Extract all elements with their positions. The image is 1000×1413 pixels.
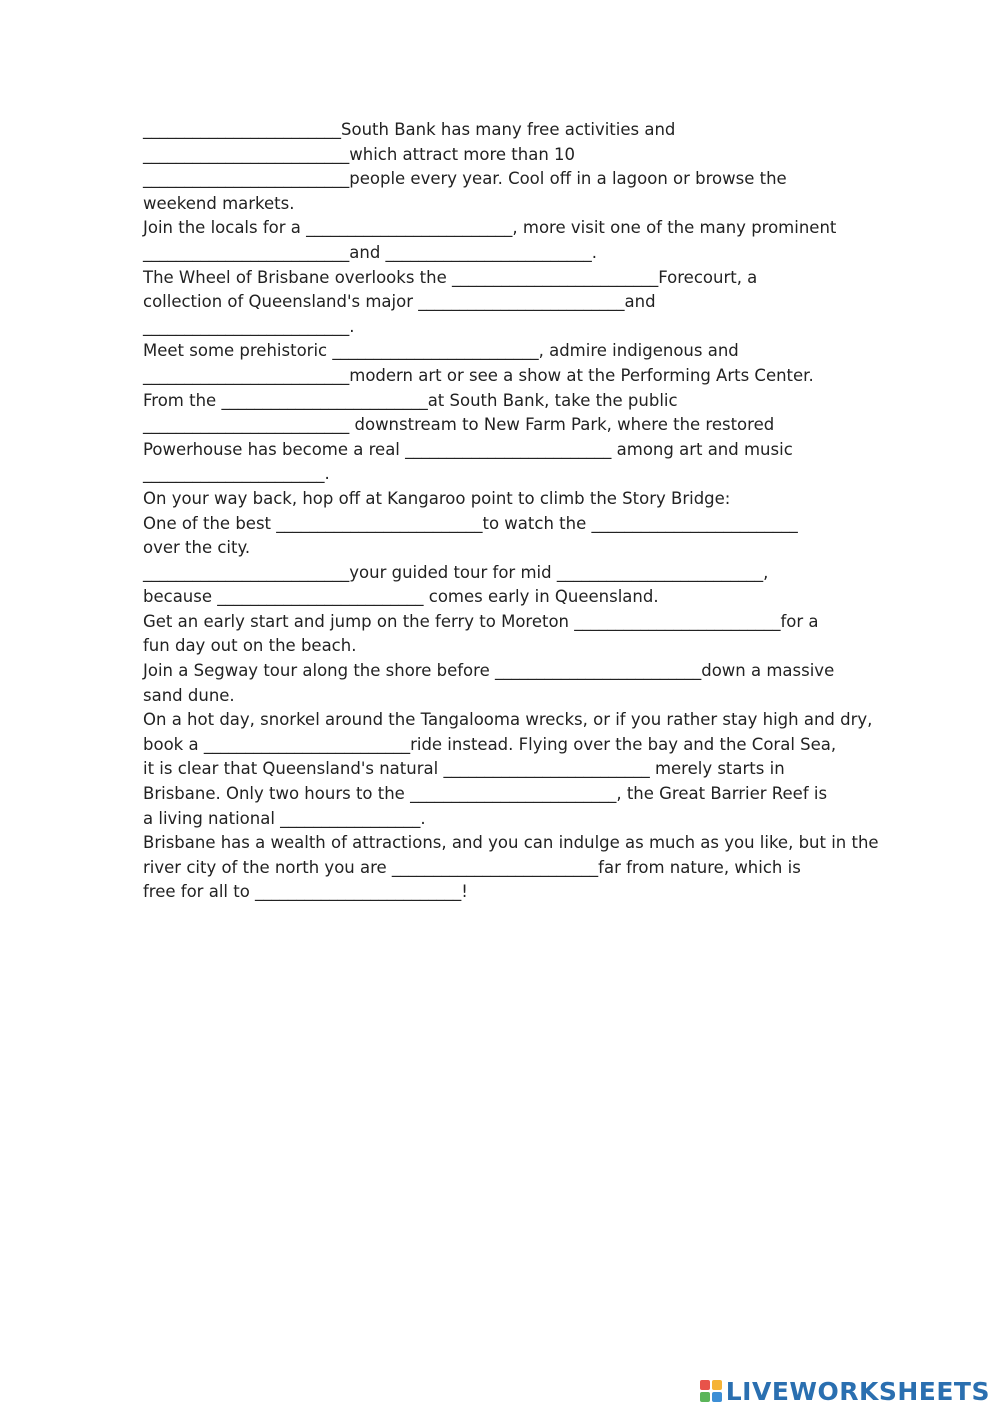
worksheet-line: river city of the north you are _________________________far from nature, which is bbox=[143, 857, 801, 877]
worksheet-line: Join the locals for a _________________________, more visit one of the many prominent bbox=[143, 218, 837, 238]
logo-square-4 bbox=[712, 1392, 722, 1402]
worksheet-line: a living national _________________. bbox=[143, 808, 426, 828]
worksheet-line: it is clear that Queensland's natural _________________________ merely starts in bbox=[143, 759, 785, 779]
logo-square-2 bbox=[712, 1380, 722, 1390]
worksheet-line: sand dune. bbox=[143, 685, 235, 705]
worksheet-line: collection of Queensland's major _________________________and bbox=[143, 292, 656, 312]
worksheet-line: Powerhouse has become a real _________________________ among art and music bbox=[143, 439, 793, 459]
worksheet-line: Brisbane has a wealth of attractions, and you can indulge as much as you like, but in the bbox=[143, 833, 879, 853]
worksheet-line: _________________________which attract more than 10 bbox=[143, 144, 576, 164]
worksheet-line: free for all to _________________________! bbox=[143, 882, 468, 902]
worksheet-line: _________________________ downstream to New Farm Park, where the restored bbox=[143, 415, 775, 435]
worksheet-line: From the _________________________at South Bank, take the public bbox=[143, 390, 678, 410]
worksheet-line: On a hot day, snorkel around the Tangalooma wrecks, or if you rather stay high and dry, bbox=[143, 710, 873, 730]
worksheet-line: Join a Segway tour along the shore before _________________________down a massive bbox=[143, 661, 835, 681]
worksheet-line: Brisbane. Only two hours to the _________________________, the Great Barrier Reef is bbox=[143, 784, 828, 804]
logo-square-1 bbox=[700, 1380, 710, 1390]
worksheet-line: Meet some prehistoric _________________________, admire indigenous and bbox=[143, 341, 739, 361]
worksheet-line: over the city. bbox=[143, 538, 251, 558]
worksheet-line: book a _________________________ride instead. Flying over the bay and the Coral Sea, bbox=[143, 734, 837, 754]
worksheet-line: fun day out on the beach. bbox=[143, 636, 357, 656]
worksheet-line: _________________________people every year. Cool off in a lagoon or browse the bbox=[143, 169, 787, 189]
worksheet-line: The Wheel of Brisbane overlooks the _________________________Forecourt, a bbox=[143, 267, 758, 287]
worksheet-line: ________________________South Bank has many free activities and bbox=[143, 120, 676, 139]
worksheet-line: _________________________and _________________________. bbox=[143, 242, 598, 262]
liveworksheets-logo bbox=[700, 1375, 990, 1407]
worksheet-line: because _________________________ comes early in Queensland. bbox=[143, 587, 659, 607]
worksheet-line: _________________________your guided tour for mid _________________________, bbox=[143, 562, 769, 582]
worksheet-line: Get an early start and jump on the ferry to Moreton _________________________for a bbox=[143, 611, 819, 631]
logo-text: LIVEWORKSHEETS bbox=[725, 1376, 990, 1406]
worksheet-line: weekend markets. bbox=[143, 193, 295, 213]
worksheet-line: On your way back, hop off at Kangaroo point to climb the Story Bridge: bbox=[143, 488, 731, 508]
worksheet-line: One of the best _________________________to watch the _________________________ bbox=[143, 513, 798, 533]
worksheet-text bbox=[143, 118, 913, 905]
liveworksheets-logo-icon bbox=[700, 1380, 722, 1402]
logo-square-3 bbox=[700, 1392, 710, 1402]
worksheet-line: _________________________modern art or see a show at the Performing Arts Center. bbox=[143, 365, 814, 385]
worksheet-line: _________________________. bbox=[143, 316, 355, 336]
worksheet-line: ______________________. bbox=[143, 464, 330, 484]
